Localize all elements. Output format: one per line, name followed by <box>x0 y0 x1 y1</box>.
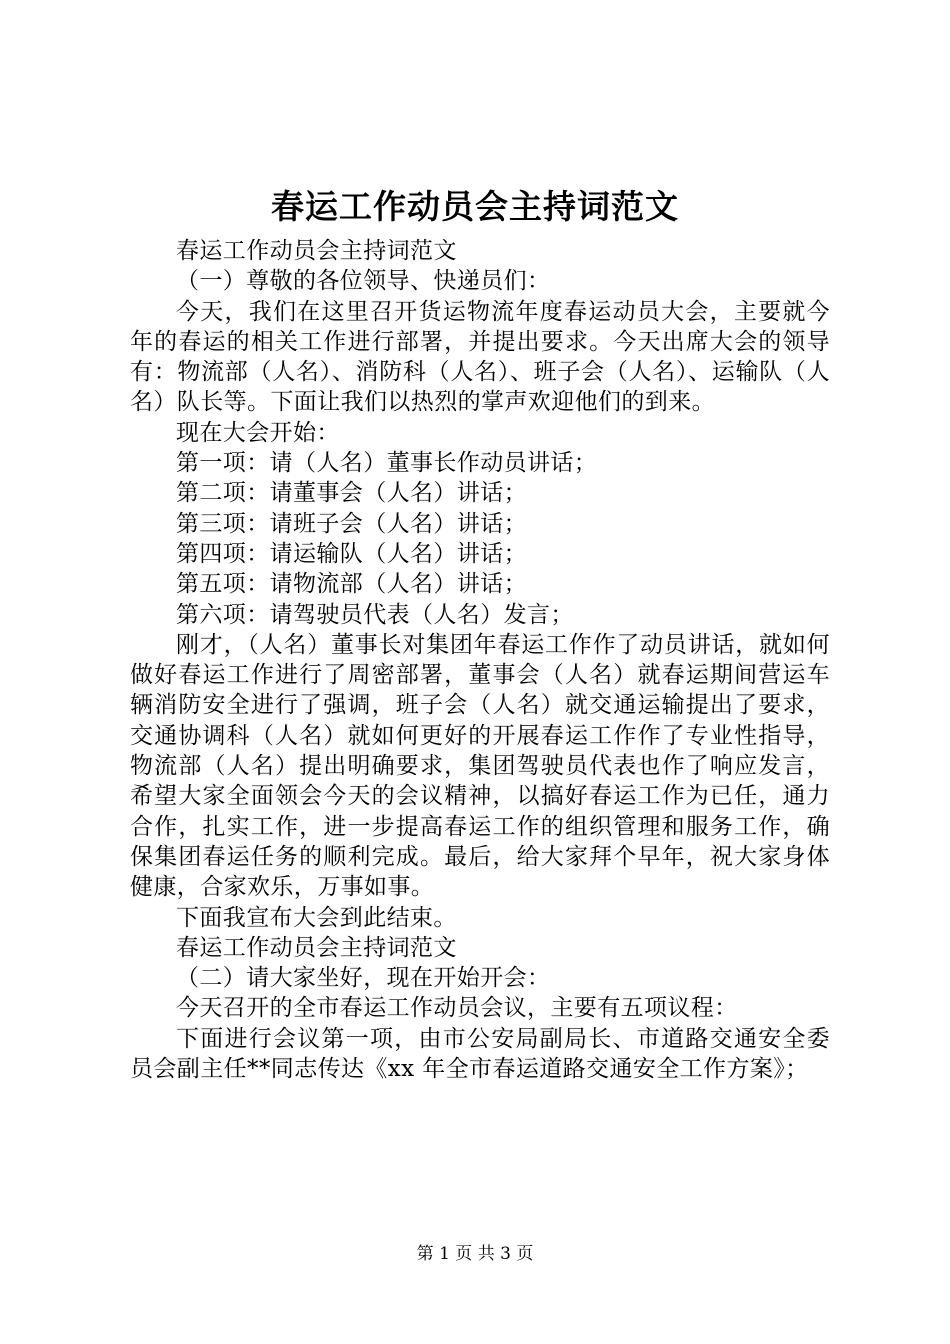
document-body <box>130 236 830 1084</box>
paragraph: 下面我宣布大会到此结束。 <box>176 904 457 931</box>
paragraph: 第二项：请董事会（人名）讲话； <box>176 480 527 507</box>
paragraph: 下面进行会议第一项，由市公安局副局长、市道路交通安全委员会副主任**同志传达《xx 年全市春运道路交通安全工作方案》； <box>130 1025 830 1083</box>
paragraph: （一）尊敬的各位领导、快递员们： <box>176 268 551 295</box>
paragraph: 现在大会开始： <box>176 419 340 446</box>
paragraph: （二）请大家坐好，现在开始开会： <box>176 965 551 992</box>
paragraph: 第一项：请（人名）董事长作动员讲话； <box>176 450 598 477</box>
paragraph: 第六项：请驾驶员代表（人名）发言； <box>176 601 574 628</box>
page-footer: 第 1 页 共 3 页 <box>416 1244 534 1264</box>
paragraph: 春运工作动员会主持词范文 <box>176 238 457 264</box>
paragraph: 今天召开的全市春运工作动员会议，主要有五项议程： <box>176 995 738 1022</box>
paragraph: 今天，我们在这里召开货运物流年度春运动员大会，主要就今年的春运的相关工作进行部署，并提出要求。今天出席大会的领导有：物流部（人名）、消防科（人名）、班子会（人名）、运输队（人名）队长等。下面让我们以热烈的掌声欢迎他们的到来。 <box>130 298 830 416</box>
paragraph: 刚才，（人名）董事长对集团年春运工作作了动员讲话，就如何做好春运工作进行了周密部署，董事会（人名）就春运期间营运车辆消防安全进行了强调，班子会（人名）就交通运输提出了要求，交通协调科（人名）就如何更好的开展春运工作作了专业性指导，物流部（人名）提出明确要求，集团驾驶员代表也作了响应发言，希望大家全面领会今天的会议精神，以搞好春运工作为已任，通力合作，扎实工作，进一步提高春运工作的组织管理和服务工作，确保集团春运任务的顺利完成。最后，给大家拜个早年，祝大家身体健康，合家欢乐，万事如事。 <box>130 631 830 901</box>
paragraph: 第三项：请班子会（人名）讲话； <box>176 510 527 537</box>
paragraph: 第五项：请物流部（人名）讲话； <box>176 571 527 598</box>
paragraph: 春运工作动员会主持词范文 <box>176 934 457 961</box>
document-title: 春运工作动员会主持词范文 <box>271 187 679 226</box>
paragraph: 第四项：请运输队（人名）讲话； <box>176 540 527 567</box>
